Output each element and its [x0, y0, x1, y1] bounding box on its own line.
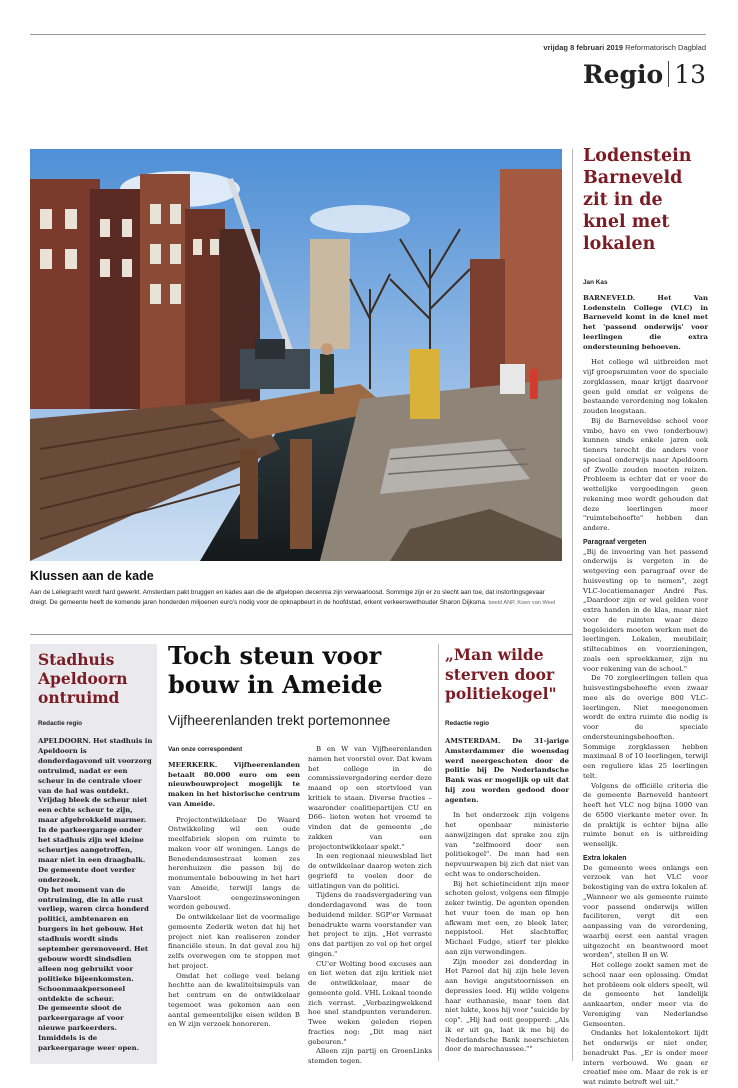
- ameide-paragraph: De ontwikkelaar liet de voormalige gemeente Zederik weten dat hij het project niet kan realiseren zonder financiële steun. In dat geval zou hij zelfs overwegen om te stoppen met het project.: [168, 913, 300, 970]
- section-header: [583, 60, 706, 90]
- photo-caption-text: Aan de Leliegracht wordt hard gewerkt. Amsterdam pakt bruggen en kades aan die de afgelopen decennia zijn verwaarloosd. Sommige zijn er zo slecht aan toe, dat instortingsgevaar dreigt. De gemeente heeft de komende jaren honderden miljoenen euro's nodig voor de opknapbeurt in de hoofdstad, erkent verkeerswethouder Sharon Dijksma.: [30, 589, 545, 606]
- section-divider: [30, 634, 572, 635]
- stadhuis-byline: Redactie regio: [38, 720, 83, 727]
- top-rule: [30, 34, 706, 35]
- stadhuis-body: APELDOORN. Het stadhuis in Apeldoorn is donderdagavond uit voorzorg ontruimd, nadat er een scheur in de centrale vloer van de hal was ontdekt. Vrijdag bleek de scheur niet een echte scheur te zijn, maar afgebrokkeld marmer. In de parkeergarage onder het stadhuis zijn wel kleine scheurtjes aangetroffen, maar niet in een draagbalk. De gemeente doet verder onderzoek. Op het moment van de ontruiming, die in alle rust verliep, waren circa honderd politici, ambtenaren en burgers in het gebouw. Het stadhuis wordt sinds september gerenoveerd. Het gebouw wordt sindsdien alleen nog gebruikt voor politieke bijeenkomsten. Schoonmaakpersoneel ontdekte de scheur. De gemeente sloot de parkeergarage af voor nieuwe parkeerders. Inmiddels is de parkeergarage weer open.: [38, 737, 153, 1053]
- photo-credit: beeld ANP, Koen van Weel: [488, 599, 556, 606]
- dateline: [543, 43, 706, 52]
- wilde-article: [445, 737, 569, 1055]
- ameide-lead: MEERKERK. Vijfheerenlanden betaalt 80.000 euro om een nieuwbouwproject mogelijk te maken in het historische centrum van Ameide.: [168, 760, 300, 808]
- section-name: Regio: [582, 60, 664, 89]
- ameide-paragraph: Tijdens de raadsvergadering van donderdagavond was de toon beduidend milder. SGP'er Vermaat benadrukte warm voorstander van het project te zijn. „Het verraste ons dat partijen zo vol op het orgel gingen.": [308, 891, 432, 958]
- lodenstein-headline: Lodenstein Barneveld zit in de knel met lokalen: [583, 146, 692, 254]
- ameide-paragraph: Projectontwikkelaar De Waard Ontwikkeling wil een oude meelfabriek slopen om ruimte te maken voor elf woningen. Langs de Benedendamsestraat komen zes herenhuizen die passen bij de monumentale bebouwing in het hart van Ameide, terwijl langs de Vaarsloot eengezinswoningen worden gebouwd.: [168, 815, 300, 912]
- lodenstein-article: [583, 278, 708, 1088]
- lodenstein-paragraph: Het college wil uitbreiden met vijf groepsruimten voor de speciale zorgklassen, maar krijgt daarvoor geen geld omdat er volgens de bestaande verordening nog lokalen zouden leegstaan.: [583, 358, 708, 415]
- page-number: 13: [674, 60, 706, 89]
- ameide-byline: Van onze correspondent: [168, 746, 243, 753]
- canal-construction-photo: [30, 149, 562, 561]
- ameide-column-1: [168, 745, 300, 1030]
- wilde-headline: „Man wilde sterven door politiekogel": [445, 645, 557, 703]
- lodenstein-paragraph: De gemeente wees onlangs een verzoek van het VLC voor bekostiging van de extra lokalen af. „Wanneer we als gemeente ruimte voor passend onderwijs willen faciliteren, vergt dit een aanpassing van de verordening, waarbij eerst een aantal vragen uitgezocht en beantwoord moet worden", stellen B en W.: [583, 863, 708, 960]
- ameide-paragraph: Omdat het college veel belang hechtte aan de kwaliteitsimpuls van het centrum en de ontwikkelaar tegemoet was gekomen aan een aantal gemeentelijke eisen wilden B en W zijn verzoek honoreren.: [168, 971, 300, 1029]
- wilde-paragraph: In het onderzoek zijn volgens het openbaar ministerie aanwijzingen dat sprake zou zijn van "zelfmoord door een politiekogel". De man had een nepvuurwapen bij zich dat niet van echt was te onderscheiden.: [445, 811, 569, 878]
- ameide-headline: Toch steun voor bouw in Ameide: [168, 641, 383, 699]
- wilde-byline: Redactie regio: [445, 720, 490, 727]
- lodenstein-paragraph: Volgens de officiële criteria die de gemeente Barneveld hanteert heeft het VLC nog bijna 1000 van de 6500 vierkante meter over. In de praktijk is echter bijna alle ruimte benut en is uitbreiding wenselijk.: [583, 781, 708, 848]
- lodenstein-subheading: Extra lokalen: [583, 854, 627, 862]
- ameide-paragraph: B en W van Vijfheerenlanden namen het voorstel over. Dat kwam het college in de commissievergadering eerder deze maand op een stortvloed van kritiek te staan. Diverse fracties –waaronder coalitiepartijen CU en D66– lieten weten het vreemd te vinden dat de gemeente „de zakken van een projectontwikkelaar spekt.": [308, 745, 432, 851]
- wilde-paragraph: Zijn moeder zei donderdag in Het Parool dat hij zijn hele leven aan hevige angststoornissen en depressies leed. Hij wilde volgens haar euthanasie, maar toen dat niet lukte, koos hij voor "suicide by cop". „Hij had ooit geopperd: „Als ik er uit ga, laat ik me bij de Nederlandsche Bank neerschieten door de marechaussee."": [445, 957, 569, 1054]
- ameide-column-2: [308, 745, 432, 1067]
- lodenstein-paragraph: Het college zoekt samen met de school naar een oplossing. Omdat het probleem ook elders speelt, wil de gemeente het landelijk aankaarten, onder meer via de Vereniging van Nederlandse Gemeenten.: [583, 961, 708, 1028]
- ameide-paragraph: Alleen zijn partij en GroenLinks stemden tegen.: [308, 1047, 432, 1065]
- ameide-paragraph: CU'er Wolting bood excuses aan en liet weten dat zijn kritiek niet de ontwikkelaar, maar de gemeente gold. VHL Lokaal toonde zich verrast. „Verbazingwekkend hoe snel standpunten veranderen. Twee weken geleden riepen fracties nog: „Dit mag niet gebeuren.": [308, 959, 432, 1046]
- ameide-subheadline: Vijfheerenlanden trekt portemonnee: [168, 712, 391, 728]
- lodenstein-paragraph: De 70 zorgleerlingen tellen qua huisvestingsbehoefte even zwaar mee als de overige 800 VLC-leerlingen. Niet meegenomen wordt de extra ruimte die nodig is voor de speciale ondersteuningsbehoeften. Sommige zorgklassen hebben maximaal 8 of 10 leerlingen, terwijl een reguliere klas 25 leerlingen telt.: [583, 674, 708, 780]
- photo-caption-title: Klussen aan de kade: [30, 569, 154, 583]
- lodenstein-paragraph: „Bij de invoering van het passend onderwijs is vergeten in de wetgeving een paragraaf over de huisvesting op te nemen", zegt VLC-locatiemanager André Pas. „Daardoor zijn er wel gelden voor extra handen in de klas, maar niet voor de ruimten waar deze begeleiders moeten werken met de leerlingen. Lokalen, meubilair, stiltecabines en voorzieningen, zoals een spreekkamer, zijn nu voor rekening van de school.": [583, 547, 708, 673]
- lodenstein-byline: Jan Kas: [583, 279, 608, 286]
- column-divider: [572, 149, 573, 1061]
- lodenstein-paragraph: Bij de Barneveldse school voor vmbo, havo en vwo (onderbouw) kunnen sinds enkele jaren ook tieners terecht die anders voor speciaal onderwijs naar Apeldoorn of Zwolle zouden moeten reizen. Probleem is echter dat er voor de wettelijke vergoedingen geen rekening mee wordt gehouden dat deze leerlingen meer "ruimtebehoefte" hebben dan andere.: [583, 416, 708, 532]
- photo-caption: [30, 588, 562, 608]
- ameide-paragraph: In een regionaal nieuwsblad liet de ontwikkelaar daarop weten zich gegriefd te voelen door de uitlatingen van de politici.: [308, 852, 432, 890]
- wilde-paragraph: Bij het schietincident zijn meer schoten gelost, volgens een filmpje zeker twintig. De agenten openden het vuur toen de man op hen afkwam met een, zo bleek later, neppistool. Het slachtoffer, Michael Fudge, stierf ter plekke aan zijn verwondingen.: [445, 879, 569, 956]
- lodenstein-lead: BARNEVELD. Het Van Lodenstein College (VLC) in Barneveld komt in de knel met het 'passend onderwijs' voor leerlingen die extra ondersteuning behoeven.: [583, 293, 708, 351]
- stadhuis-headline: Stadhuis Apeldoorn ontruimd: [38, 650, 128, 707]
- issue-date: vrijdag 8 februari 2019: [543, 43, 624, 52]
- lodenstein-paragraph: Ondanks het lokalentekort lijdt het onderwijs er niet onder, benadrukt Pas. „Er is onder meer intern verbouwd. We gaan er creatief mee om. Maar de rek is er wat ruimte betreft wel uit.": [583, 1029, 708, 1086]
- column-divider: [438, 644, 439, 1061]
- lodenstein-subheading: Paragraaf vergeten: [583, 538, 647, 546]
- wilde-lead: AMSTERDAM. De 31-jarige Amsterdammer die woensdag werd neergeschoten door de politie bij De Nederlandsche Bank was er mogelijk op uit dat hij zou worden gedood door agenten.: [445, 737, 569, 804]
- paper-name: Reformatorisch Dagblad: [625, 43, 706, 52]
